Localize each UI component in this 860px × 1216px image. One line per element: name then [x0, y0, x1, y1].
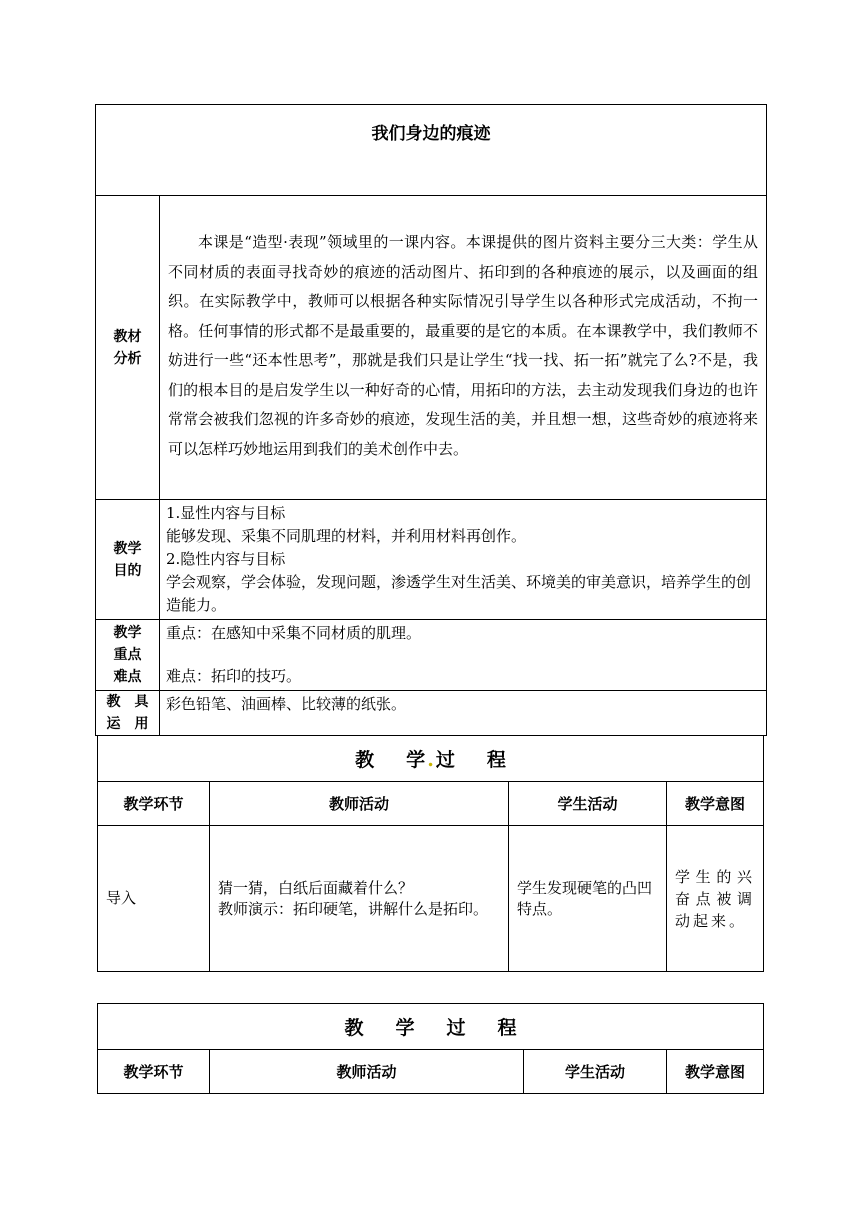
difficulty-text: 难点：拓印的技巧。	[166, 667, 302, 685]
row1-intent: 学生的兴奋点被调动起来。	[667, 826, 764, 972]
col2-head-intent: 教学意图	[667, 1050, 764, 1094]
col2-head-student: 学生活动	[524, 1050, 667, 1094]
lesson-overview-table	[95, 104, 767, 736]
row1-teacher-line1: 猜一猜，白纸后面藏着什么？	[218, 878, 414, 897]
analysis-text-cell	[160, 196, 767, 500]
col-head-student: 学生活动	[509, 782, 667, 826]
process-heading: 教 学 . 过 程	[98, 736, 764, 782]
col-head-stage: 教学环节	[98, 782, 210, 826]
process-table-2	[97, 1003, 764, 1094]
col2-head-stage: 教学环节	[98, 1050, 210, 1094]
goal2-text: 学会观察，学会体验，发现问题，渗透学生对生活美、环境美的审美意识，培养学生的创造能力。	[166, 573, 752, 614]
row1-teacher	[210, 826, 509, 972]
tools-text: 彩色铅笔、油画棒、比较薄的纸张。	[166, 695, 407, 713]
row1-teacher-line2: 教师演示：拓印硬笔，讲解什么是拓印。	[218, 899, 489, 918]
goal1-text: 能够发现、采集不同肌理的材料，并利用材料再创作。	[166, 527, 527, 545]
row1-stage: 导入	[98, 826, 210, 972]
process-table	[97, 735, 764, 972]
lesson-title-cell	[96, 105, 767, 196]
tools-label: 教 具 运 用	[96, 691, 160, 736]
keypoints-cell	[160, 620, 767, 691]
goal2-heading: 2.隐性内容与目标	[166, 550, 286, 568]
keypoints-label: 教学 重点 难点	[96, 620, 160, 691]
analysis-text: 本课是“造型·表现”领域里的一课内容。本课提供的图片资料主要分三大类：学生从不同材质的表面寻找奇妙的痕迹的活动图片、拓印到的各种痕迹的展示，以及画面的组织。在实际教学中，教师可以根据各种实际情况引导学生以各种形式完成活动，不拘一格。任何事情的形式都不是最重要的，最重要的是它的本质。在本课教学中，我们教师不妨进行一些“还本性思考”，那就是我们只是让学生“找一找、拓一拓”就完了么?不是，我们的根本目的是启发学生以一种好奇的心情，用拓印的方法，去主动发现我们身边的也许常常会被我们忽视的许多奇妙的痕迹，发现生活的美，并且想一想，这些奇妙的痕迹将来可以怎样巧妙地运用到我们的美术创作中去。	[168, 233, 758, 458]
col-head-intent: 教学意图	[667, 782, 764, 826]
goal1-heading: 1.显性内容与目标	[166, 504, 286, 522]
goals-cell	[160, 500, 767, 620]
lesson-title: 我们身边的痕迹	[371, 124, 491, 144]
col2-head-teacher: 教师活动	[210, 1050, 524, 1094]
col-head-teacher: 教师活动	[210, 782, 509, 826]
row1-student: 学生发现硬笔的凸凹特点。	[509, 826, 667, 972]
goals-label: 教学目的	[96, 500, 160, 620]
analysis-label: 教材分析	[96, 196, 160, 500]
tools-cell	[160, 691, 767, 736]
process2-heading: 教 学 过 程	[98, 1004, 764, 1050]
keypoint-text: 重点：在感知中采集不同材质的肌理。	[166, 624, 422, 642]
